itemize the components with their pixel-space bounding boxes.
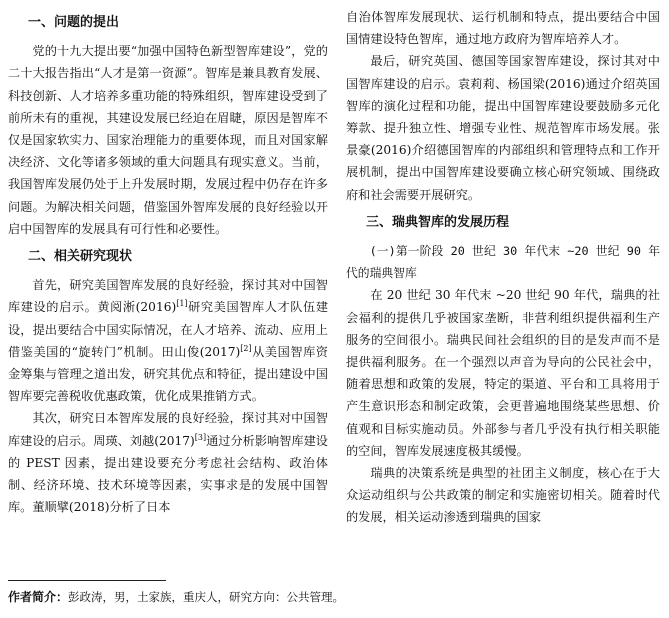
citation-ref: [1] xyxy=(176,299,188,309)
footnote-divider xyxy=(8,580,166,581)
paragraph-text: 通过分析影响智库建设的 PEST 因素，提出建设要充分考虑社会结构、政治体制、经济环境、技术环境等因素，实事求是的发展中国智库。董顺擘(2018)分析了日本 xyxy=(8,433,328,515)
left-column xyxy=(8,6,328,518)
paragraph: 最后，研究英国、德国等国家智库建设，探讨其对中国智库建设的启示。袁莉莉、杨国梁(2016)通过介绍英国智库的演化过程和功能，提出中国智库建设要鼓励多元化筹款、提升独立性、增强专业性、规范智库市场发展。张景豪(2016)介绍德国智库的内部组织和管理特点和工作开展机制，提出中国智库建设要确立核心研究领域、围绕政府和社会需要开展研究。 xyxy=(346,54,660,202)
paragraph: 党的十九大提出要“加强中国特色新型智库建设”，党的二十大报告指出“人才是第一资源”。智库是兼具教育发展、科技创新、人才培养多重功能的特殊组织，智库建设受到了前所未有的重视，其建设发展已经迫在眉睫，原因是智库不仅是国家软实力、国家治理能力的重要体现，而且对国家解决经济、文化等诸多领域的重大问题具有现实意义。当前，我国智库发展仍处于上升发展时期，发展过程中仍存在许多问题。为解决相关问题，借鉴国外智库发展的良好经验以开启中国智库的发展具有可行性和必要性。 xyxy=(8,44,328,236)
paragraph-text: 研究美国智库人才队伍建设，提出要结合中国实际情况，在人才培养、流动、应用上借鉴美国的“旋转门”机制。田山俊(2017) xyxy=(8,300,329,359)
paragraph: 瑞典的决策系统是典型的社团主义制度，核心在于大众运动组织与公共政策的制定和实施密切相关。随着时代的发展，相关运动渗透到瑞典的国家 xyxy=(346,466,660,525)
author-footnote xyxy=(8,588,658,606)
paragraph xyxy=(8,274,328,407)
citation-ref: [3] xyxy=(194,432,207,442)
citation-ref: [2] xyxy=(240,343,252,353)
section-heading-1: 一、问题的提出 xyxy=(28,15,120,30)
subsection-heading: (一)第一阶段 20 世纪 30 年代末 ~20 世纪 90 年代的瑞典智库 xyxy=(346,244,660,281)
paragraph: 自治体智库发展现状、运行机制和特点，提出要结合中国国情建设特色智库，通过地方政府为智库培养人才。 xyxy=(346,10,660,47)
section-heading-3: 三、瑞典智库的发展历程 xyxy=(366,214,510,230)
paragraph-text: 其次，研究日本智库发展的良好经验，探讨其对中国智库建设的启示。周瑛、刘越(2017) xyxy=(8,411,328,448)
section-heading-2: 二、相关研究现状 xyxy=(28,249,133,265)
paragraph: 在 20 世纪 30 年代末 ~20 世纪 90 年代，瑞典的社会福利的提供几乎被国家垄断，非营利组织提供福利生产服务的空间很小。瑞典民间社会组织的目的是发声而不是提供福利服务。在一个强烈以声音为导向的公民社会中，随着思想和政策的发展，特定的渠道、平台和工具将用于产生意识形态和制定政策，会更普遍地围绕某些思想、价值观和目标实施动员。外部参与者几乎没有执行相关职能的空间，智库发展速度极其缓慢。 xyxy=(346,288,660,458)
footnote-text: 彭政涛，男，土家族，重庆人，研究方向：公共管理。 xyxy=(68,590,345,604)
right-column xyxy=(346,6,660,529)
paragraph-text: 从美国智库资金筹集与管理之道出发，研究其优点和特征，提出建设中国智库要完善税收优惠政策，优化成果推销方式。 xyxy=(8,344,328,404)
paragraph xyxy=(8,407,328,518)
footnote-label: 作者简介： xyxy=(8,590,69,604)
paragraph-text: 首先，研究美国智库发展的良好经验，探讨其对中国智库建设的启示。黄阅淅(2016) xyxy=(8,278,328,315)
